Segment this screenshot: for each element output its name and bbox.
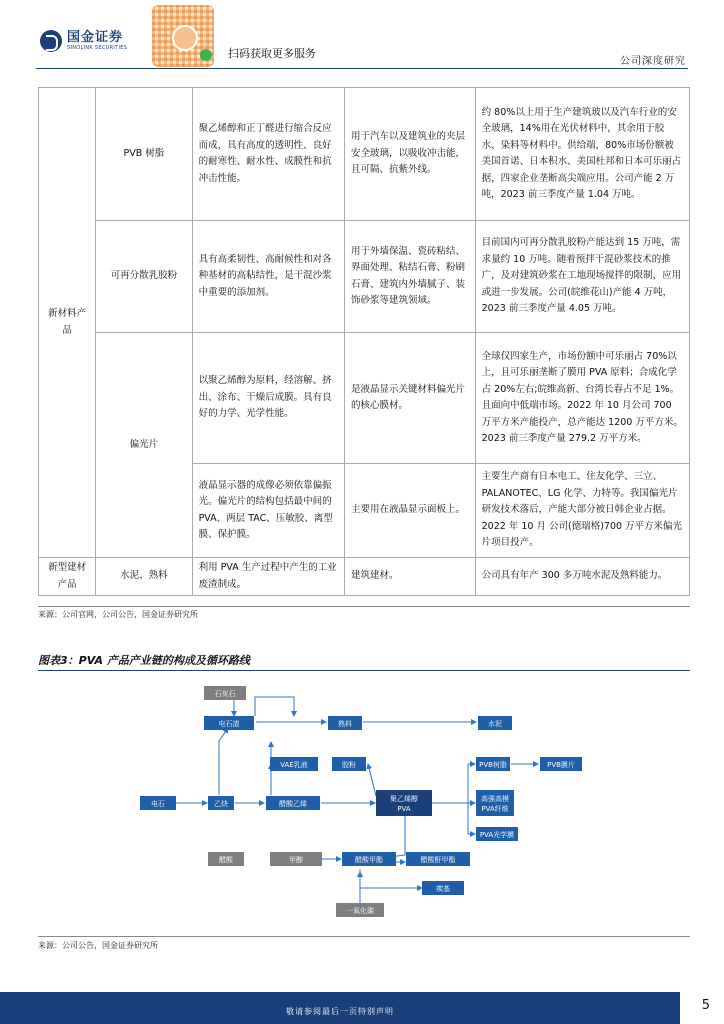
node-cement-label: 水泥 — [488, 720, 502, 728]
page-header — [0, 0, 724, 70]
header-divider — [36, 68, 688, 69]
node-carbide-slag-label: 电石渣 — [218, 720, 240, 728]
logo-english-name: SINOLINK SECURITIES — [67, 44, 128, 51]
figure-title: 图表3：PVA 产品产业链的构成及循环路线 — [38, 654, 250, 667]
table-row — [39, 333, 690, 464]
node-carbonyl-label: 羰基 — [436, 885, 450, 893]
qr-code-icon[interactable] — [152, 5, 214, 67]
pva-industry-chain-diagram — [38, 672, 690, 934]
table-row — [39, 221, 690, 333]
table-source-divider — [38, 606, 690, 607]
process-cell: 以聚乙烯醇为原料，经溶解、挤出、涂布、干燥后成膜。具有良好的力学、光学性能。 — [192, 333, 344, 464]
table-source-note: 来源：公司官网，公司公告，国金证券研究所 — [38, 610, 198, 619]
table-row — [39, 558, 690, 596]
table-row — [39, 88, 690, 221]
usage-cell: 建筑建材。 — [344, 558, 475, 596]
process-cell: 聚乙烯醇和正丁醛进行缩合反应而成，具有高度的透明性、良好的耐寒性、耐水性、成膜性和抗冲击性能。 — [192, 88, 344, 221]
node-acetic-anhydride-label: 醋酸酐甲酯 — [420, 856, 456, 864]
wechat-badge-icon — [200, 49, 212, 61]
usage-cell: 用于汽车以及建筑业的夹层安全玻璃，以吸收冲击能，且可隔、抗紫外线。 — [344, 88, 475, 221]
page-number: 5 — [701, 998, 710, 1013]
node-vinyl-acetate-label: 醋酸乙烯 — [279, 800, 307, 808]
node-pva-label-line2: PVA — [397, 805, 411, 813]
node-limestone-label: 石灰石 — [214, 690, 236, 698]
category-cell: 新型建材产品 — [39, 558, 96, 596]
figure-source-note: 来源：公司公告，国金证券研究所 — [38, 941, 158, 950]
figure-title-divider — [38, 670, 690, 671]
usage-cell: 是液晶显示关键材料偏光片的核心膜材。 — [344, 333, 475, 464]
node-co-label: 一氧化碳 — [346, 907, 374, 915]
report-type-label: 公司深度研究 — [620, 56, 686, 67]
node-pva-label-line1: 聚乙烯醇 — [390, 795, 418, 803]
node-pva-fiber-label-line1: 高强高模 — [481, 795, 509, 803]
usage-cell: 主要用在液晶显示面板上。 — [344, 464, 475, 558]
process-cell: 液晶显示器的成像必须依靠偏振光。偏光片的结构包括最中间的 PVA、两层 TAC、压敏胶、离型膜、保护膜。 — [192, 464, 344, 558]
product-name-cell: PVB 树脂 — [96, 88, 192, 221]
market-cell: 全球仅四家生产，市场份额中可乐丽占 70%以上，且可乐丽垄断了膜用 PVA 原料；合成化学占 20%左右;皖维高新、台湾长春占不足 1%。且面向中低端市场。2022 年 10 月公司 700 万平方米产能投产，总产能达 1200 万平方米。2023 前三季度产量 279.2 万平方米。 — [475, 333, 689, 464]
node-pvb-film-label: PVB膜片 — [547, 761, 575, 769]
node-acetic-acid-label: 醋酸 — [219, 856, 233, 864]
product-name-cell: 偏光片 — [96, 333, 192, 558]
product-table — [38, 87, 690, 596]
node-clinker-label: 熟料 — [338, 720, 352, 728]
node-carbide-label: 电石 — [151, 800, 165, 808]
figure-source-divider — [38, 936, 690, 937]
usage-cell: 用于外墙保温、瓷砖粘结、界面处理、粘结石膏、粉刷石膏、建筑内外墙腻子、装饰砂浆等建筑领域。 — [344, 221, 475, 333]
logo-chinese-name: 国金证券 — [67, 29, 124, 45]
company-logo — [40, 30, 127, 52]
node-methyl-acetate-label: 醋酸甲酯 — [355, 856, 383, 864]
product-name-cell: 可再分散乳胶粉 — [96, 221, 192, 333]
market-cell: 公司具有年产 300 多万吨水泥及熟料能力。 — [475, 558, 689, 596]
node-pvb-resin-label: PVB树脂 — [479, 761, 507, 769]
node-pva-film-label: PVA光学膜 — [479, 831, 515, 839]
process-cell: 具有高柔韧性、高耐候性和对各种基材的高粘结性，是干混沙浆中重要的添加剂。 — [192, 221, 344, 333]
market-cell: 约 80%以上用于生产建筑玻以及汽车行业的安全玻璃，14%用在光伏材料中，其余用于胶水、染料等材料中。供给端，80%市场份额被美国首诺、日本积水、美国杜邦和日本可乐丽占据，四家企业垄断高尖端应用。公司产能 2 万吨，2023 前三季度产量 1.04 万吨。 — [475, 88, 689, 221]
product-name-cell: 水泥、熟料 — [96, 558, 192, 596]
node-pva-fiber-label-line2: PVA纤维 — [481, 805, 509, 813]
process-cell: 利用 PVA 生产过程中产生的工业废渣制成。 — [192, 558, 344, 596]
market-cell: 主要生产商有日本电工、住友化学、三立、PALANOTEC、LG 化学、力特等。我国偏光片研发技术落后，产能大部分被日韩企业占据。2022 年 10 月 公司(德瑞格)700 万平方米偏光片项目投产。 — [475, 464, 689, 558]
scan-for-service-text: 扫码获取更多服务 — [228, 47, 316, 60]
node-acetylene-label: 乙炔 — [214, 800, 228, 808]
sinolink-logo-icon — [40, 30, 62, 52]
category-cell: 新材料产品 — [39, 88, 96, 558]
node-methanol-label: 甲醇 — [289, 856, 303, 864]
footer-disclaimer[interactable]: 敬请参阅最后一页特别声明 — [286, 1007, 394, 1016]
market-cell: 目前国内可再分散乳胶粉产能达到 15 万吨，需求量约 10 万吨。随着预拌干混砂浆技术的推广，及对建筑砂浆在工地现场搅拌的限制，应用或进一步发展。公司(皖维花山)产能 4 万吨，2023 前三季度产量 4.05 万吨。 — [475, 221, 689, 333]
node-vae-label: VAE乳液 — [280, 761, 308, 769]
node-latex-powder-label: 胶粉 — [342, 761, 356, 769]
diagram-nodes — [140, 686, 582, 917]
